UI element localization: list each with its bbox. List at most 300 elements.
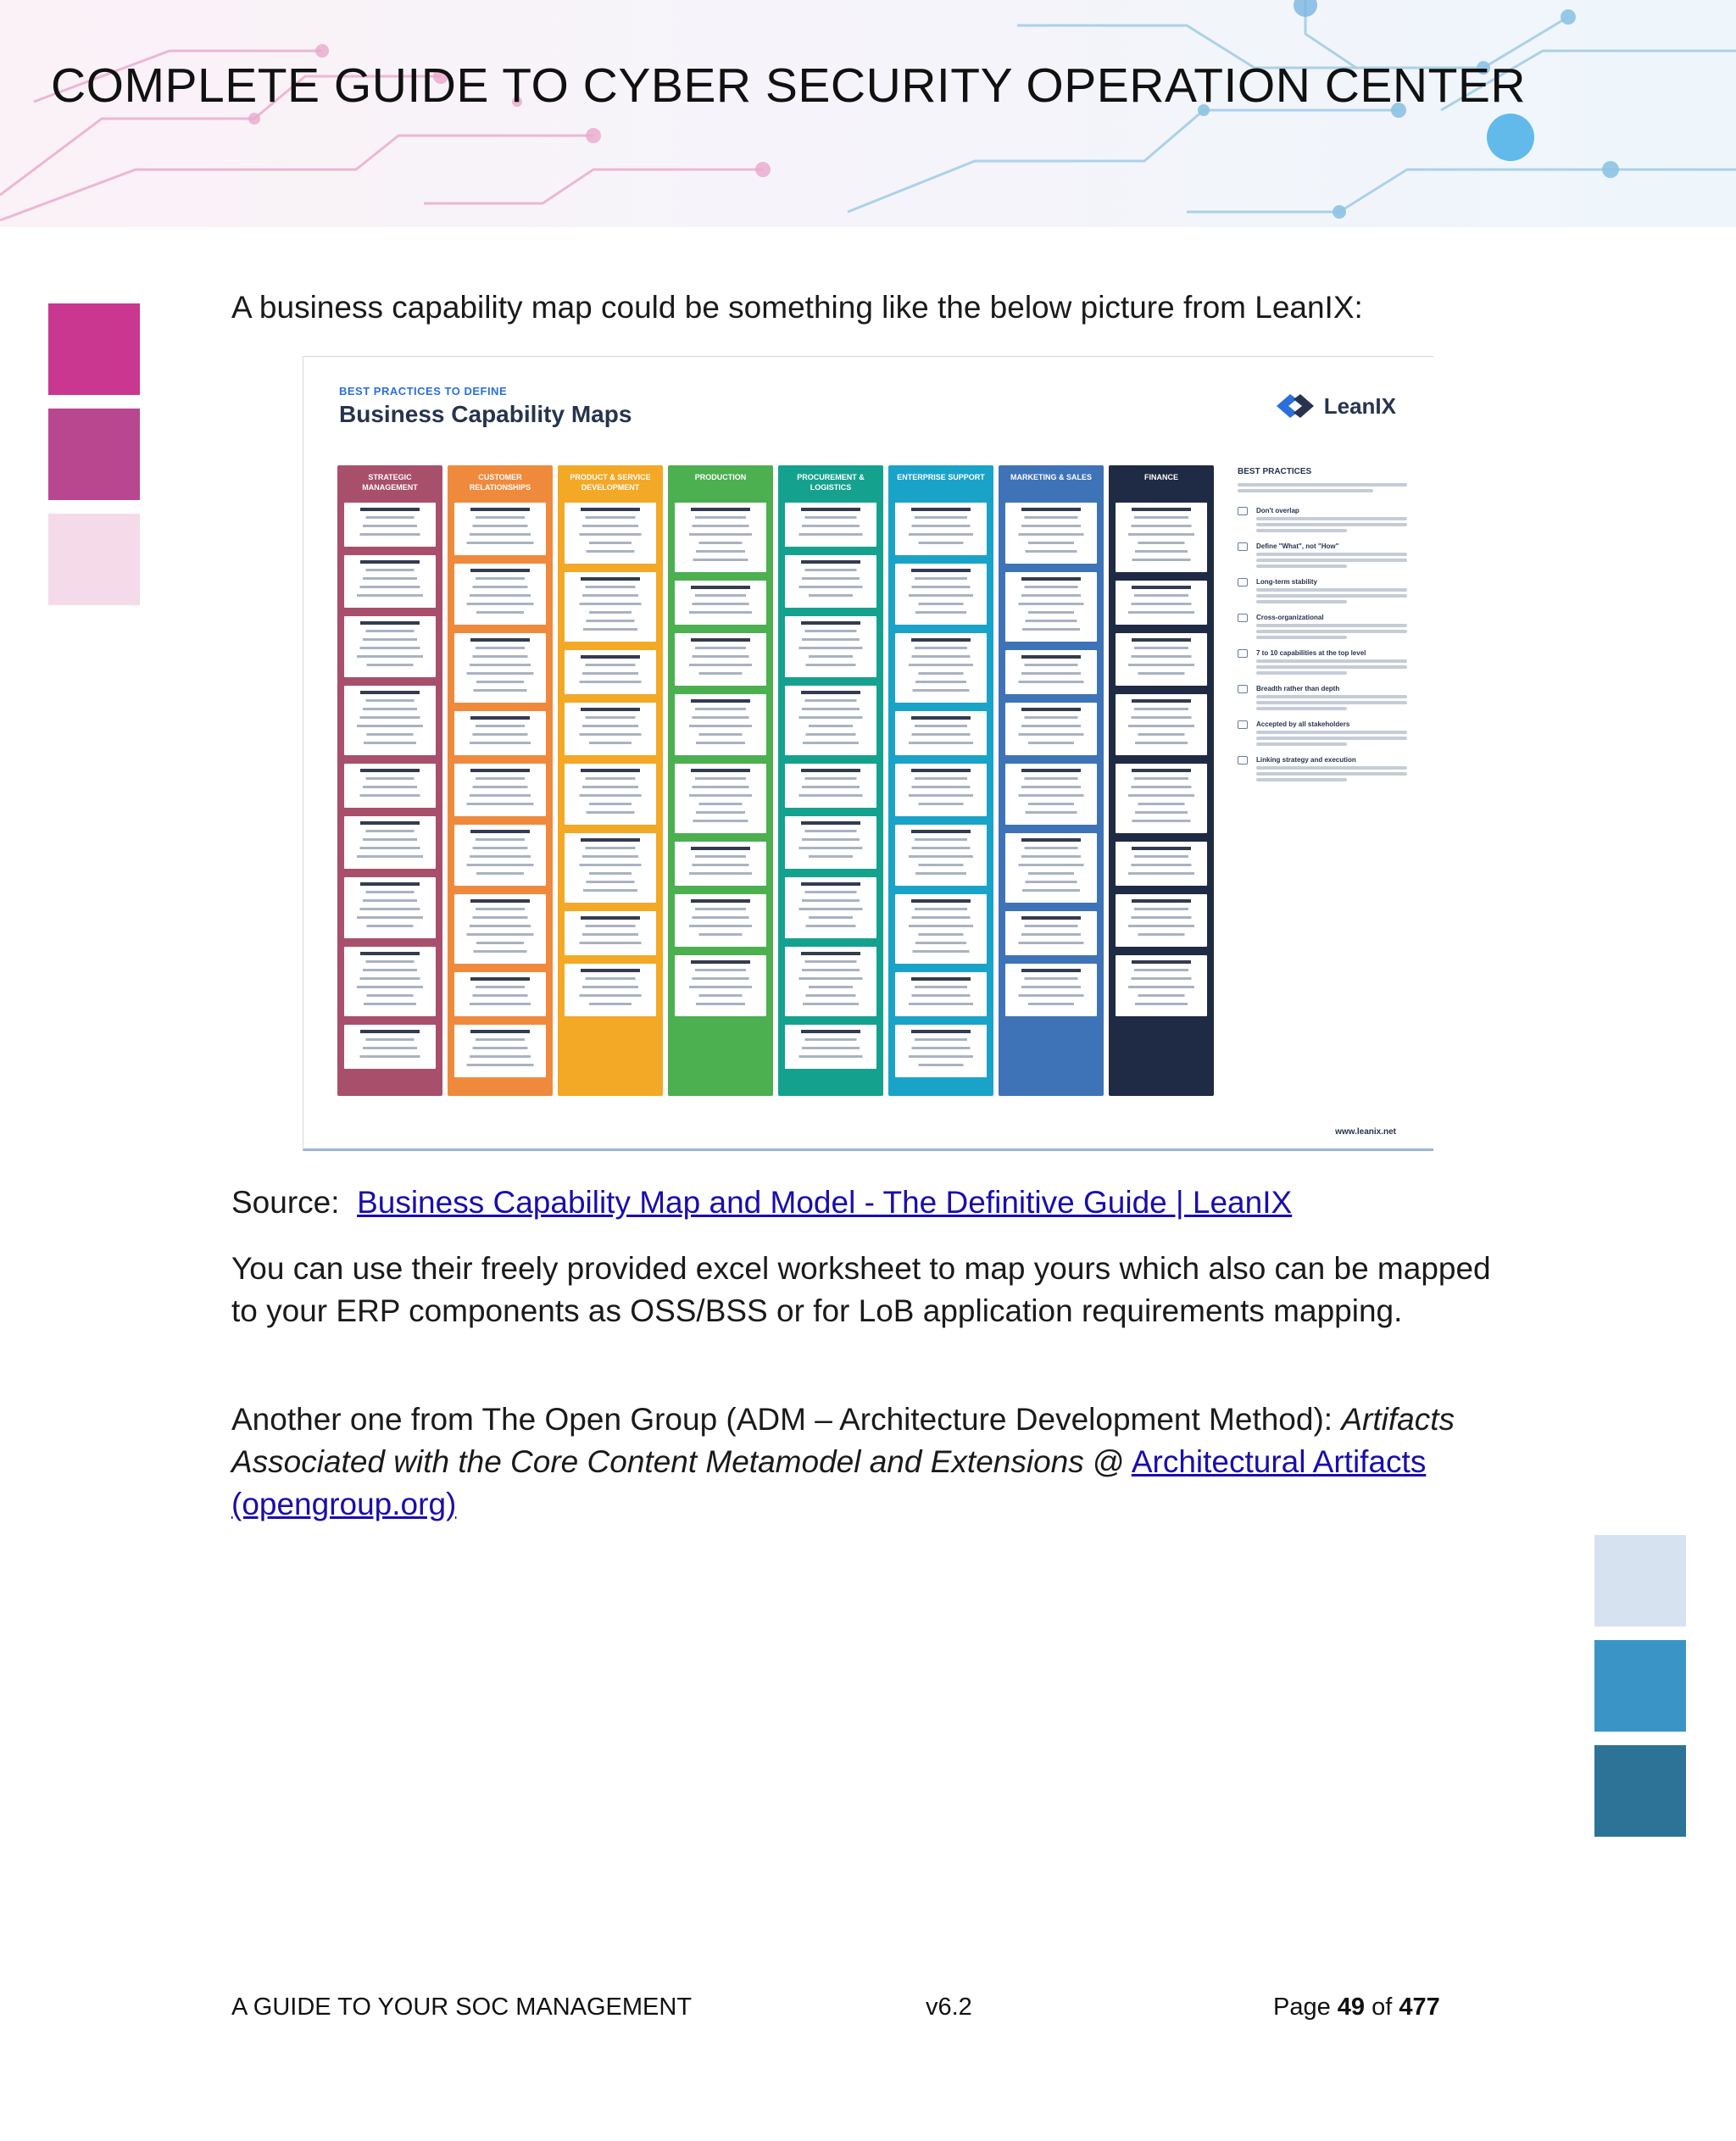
figure-subtitle: BEST PRACTICES TO DEFINE bbox=[339, 385, 508, 398]
capability-line bbox=[470, 794, 531, 797]
capability-line bbox=[1019, 733, 1084, 736]
capability-line bbox=[911, 1030, 971, 1033]
capability-line bbox=[809, 855, 853, 858]
capability-line bbox=[583, 889, 637, 892]
best-practice-item: Linking strategy and execution bbox=[1238, 756, 1407, 781]
capability-line bbox=[357, 725, 423, 727]
capability-line bbox=[476, 725, 525, 727]
capability-line bbox=[580, 994, 642, 997]
capability-line bbox=[805, 1038, 857, 1041]
capability-line bbox=[470, 638, 530, 642]
capability-line bbox=[693, 977, 749, 980]
capability-line bbox=[919, 803, 964, 805]
capability-line bbox=[695, 516, 746, 519]
capability-line bbox=[582, 672, 638, 675]
page-label: Page bbox=[1273, 1994, 1331, 2021]
capability-line bbox=[1132, 820, 1191, 822]
column-title: PRODUCTION bbox=[694, 473, 747, 481]
capability-column-production bbox=[668, 465, 773, 1096]
capability-line bbox=[915, 942, 966, 944]
capability-line bbox=[367, 994, 414, 997]
capability-group bbox=[785, 947, 876, 1016]
capability-column-finance bbox=[1109, 465, 1214, 1096]
capability-line bbox=[360, 647, 420, 649]
capability-line bbox=[476, 681, 524, 683]
capability-line bbox=[699, 672, 743, 675]
paragraph-excel-worksheet: You can use their freely provided excel worksheet to map yours which also can be mapped to your ERP components as OSS/BSS or for LoB application requirements mapping. bbox=[231, 1251, 1491, 1328]
capability-line bbox=[695, 908, 746, 910]
best-practice-item: Cross-organizational bbox=[1238, 614, 1407, 639]
capability-line bbox=[809, 655, 853, 658]
capability-line bbox=[473, 847, 528, 849]
capability-line bbox=[805, 699, 857, 702]
footer-left: A GUIDE TO YOUR SOC MANAGEMENT bbox=[231, 1994, 693, 2021]
capability-line bbox=[802, 525, 860, 527]
capability-line bbox=[363, 638, 417, 641]
capability-line bbox=[1025, 925, 1078, 927]
capability-line bbox=[476, 647, 525, 649]
capability-line bbox=[366, 699, 415, 702]
capability-group bbox=[785, 686, 876, 755]
capability-line bbox=[1021, 708, 1081, 711]
capability-line bbox=[691, 508, 750, 511]
capability-line bbox=[1028, 803, 1074, 805]
capability-line bbox=[1021, 969, 1081, 972]
capability-column-procurement bbox=[778, 465, 883, 1096]
capability-column-product bbox=[558, 465, 663, 1096]
capability-line bbox=[695, 594, 746, 597]
capability-line bbox=[1022, 628, 1080, 631]
capability-line bbox=[360, 533, 420, 536]
capability-line bbox=[909, 533, 973, 536]
capability-line bbox=[1019, 994, 1084, 997]
capability-line bbox=[363, 708, 417, 710]
capability-line bbox=[470, 977, 530, 981]
capability-line bbox=[581, 838, 640, 842]
capability-line bbox=[363, 786, 417, 788]
capability-line bbox=[911, 716, 971, 720]
capability-line bbox=[693, 786, 749, 788]
capability-group bbox=[454, 894, 546, 964]
capability-line bbox=[1025, 664, 1078, 666]
capability-line bbox=[476, 777, 525, 780]
capability-line bbox=[799, 847, 863, 849]
capability-line bbox=[1132, 559, 1191, 561]
capability-line bbox=[1021, 577, 1081, 581]
capability-line bbox=[696, 742, 745, 744]
capability-line bbox=[581, 577, 640, 581]
capability-line bbox=[367, 664, 414, 666]
capability-line bbox=[1132, 786, 1192, 788]
capability-line bbox=[360, 794, 420, 797]
capability-line bbox=[360, 882, 420, 886]
capability-line bbox=[1135, 550, 1188, 553]
capability-line bbox=[805, 777, 857, 780]
capability-line bbox=[582, 786, 638, 788]
capability-line bbox=[583, 628, 637, 631]
capability-line bbox=[363, 838, 417, 841]
capability-line bbox=[1019, 794, 1084, 797]
capability-line bbox=[467, 803, 534, 805]
capability-line bbox=[915, 516, 967, 519]
capability-line bbox=[919, 933, 964, 936]
para3-italic: Artifacts Associated with the Core Content Metamodel and Extensions bbox=[231, 1402, 1455, 1479]
capability-line bbox=[1132, 847, 1191, 850]
capability-line bbox=[360, 821, 420, 825]
capability-line bbox=[801, 952, 860, 955]
best-practice-item: Don't overlap bbox=[1238, 507, 1407, 532]
capability-column-marketing bbox=[999, 465, 1104, 1096]
column-title: PRODUCT & SERVICE DEVELOPMENT bbox=[570, 473, 651, 492]
capability-line bbox=[581, 655, 640, 659]
capability-group bbox=[675, 503, 766, 572]
capability-line bbox=[919, 864, 964, 866]
capability-line bbox=[915, 1038, 967, 1041]
capability-line bbox=[912, 994, 971, 997]
column-title: PROCUREMENT & LOGISTICS bbox=[797, 473, 865, 492]
capability-cells bbox=[668, 499, 773, 1093]
capability-line bbox=[805, 960, 857, 963]
capability-line bbox=[473, 1047, 528, 1049]
capability-line bbox=[1025, 586, 1078, 588]
capability-line bbox=[470, 830, 530, 833]
capability-group bbox=[895, 894, 987, 964]
capability-line bbox=[467, 603, 534, 605]
capability-line bbox=[1135, 742, 1188, 744]
capability-line bbox=[803, 1003, 859, 1005]
capability-line bbox=[1021, 508, 1081, 511]
capability-line bbox=[470, 899, 530, 903]
capability-column-enterprise bbox=[888, 465, 993, 1096]
page-current: 49 bbox=[1337, 1994, 1366, 2021]
capability-line bbox=[1025, 516, 1078, 519]
capability-line bbox=[366, 1038, 415, 1041]
capability-line bbox=[915, 986, 967, 988]
capability-line bbox=[915, 611, 966, 614]
paragraph-open-group bbox=[231, 1399, 1511, 1526]
capability-line bbox=[1134, 594, 1188, 597]
page-of: of bbox=[1372, 1994, 1393, 2021]
capability-column-customer bbox=[448, 465, 553, 1096]
capability-line bbox=[802, 969, 860, 971]
capability-line bbox=[580, 942, 642, 944]
capability-line bbox=[1128, 611, 1194, 614]
capability-line bbox=[1021, 672, 1081, 675]
capability-line bbox=[476, 611, 524, 614]
column-title: MARKETING & SALES bbox=[1010, 473, 1092, 481]
capability-line bbox=[582, 594, 638, 597]
capability-line bbox=[913, 950, 970, 953]
capability-line bbox=[1028, 1003, 1074, 1005]
capability-line bbox=[363, 577, 417, 580]
capability-line bbox=[1128, 533, 1194, 536]
capability-line bbox=[912, 786, 971, 788]
capability-line bbox=[802, 708, 860, 710]
capability-line bbox=[1134, 855, 1188, 858]
capability-line bbox=[911, 830, 971, 833]
capability-line bbox=[1132, 960, 1191, 964]
capability-line bbox=[586, 777, 636, 780]
capability-line bbox=[912, 847, 971, 849]
capability-line bbox=[473, 525, 528, 527]
best-practices-panel bbox=[1238, 467, 1407, 792]
capability-line bbox=[699, 803, 743, 805]
capability-line bbox=[689, 925, 752, 927]
capability-line bbox=[809, 725, 853, 727]
capability-line bbox=[912, 586, 971, 588]
capability-line bbox=[366, 830, 415, 832]
source-label: Source: bbox=[231, 1185, 340, 1220]
capability-line bbox=[806, 664, 856, 666]
capability-line bbox=[1026, 550, 1077, 553]
capability-line bbox=[1025, 977, 1078, 980]
source-link[interactable]: Business Capability Map and Model - The Definitive Guide | LeanIX bbox=[357, 1185, 1293, 1220]
capability-line bbox=[1028, 742, 1074, 744]
capability-line bbox=[360, 847, 420, 849]
capability-cells bbox=[448, 499, 553, 1093]
capability-line bbox=[691, 960, 750, 964]
capability-line bbox=[696, 1003, 745, 1005]
leanix-logo-icon bbox=[1275, 392, 1316, 420]
capability-line bbox=[1021, 855, 1081, 858]
capability-line bbox=[476, 516, 525, 519]
capability-line bbox=[360, 621, 420, 625]
capability-line bbox=[470, 533, 531, 536]
capability-line bbox=[363, 899, 417, 902]
capability-line bbox=[695, 777, 746, 780]
capability-line bbox=[470, 1003, 531, 1005]
capability-line bbox=[1138, 542, 1185, 544]
capability-line bbox=[1128, 794, 1194, 797]
capability-line bbox=[805, 630, 857, 632]
capability-line bbox=[912, 655, 971, 658]
capability-line bbox=[581, 916, 640, 920]
best-practice-item: 7 to 10 capabilities at the top level bbox=[1238, 649, 1407, 675]
capability-line bbox=[581, 769, 640, 772]
capability-line bbox=[699, 542, 743, 544]
capability-line bbox=[587, 811, 635, 814]
capability-line bbox=[689, 986, 752, 988]
capability-line bbox=[470, 716, 530, 720]
capability-cells bbox=[337, 499, 442, 1093]
capability-line bbox=[581, 969, 640, 972]
square-icon bbox=[1238, 649, 1248, 658]
capability-line bbox=[1132, 716, 1192, 719]
capability-line bbox=[589, 611, 632, 614]
capability-line bbox=[476, 872, 524, 875]
capability-line bbox=[799, 908, 863, 910]
capability-line bbox=[915, 908, 967, 910]
capability-line bbox=[473, 586, 528, 588]
best-practice-item: Long-term stability bbox=[1238, 578, 1407, 603]
capability-line bbox=[581, 708, 640, 711]
capability-line bbox=[1021, 986, 1081, 988]
capability-line bbox=[1134, 777, 1188, 780]
capability-line bbox=[799, 1055, 863, 1058]
capability-line bbox=[911, 638, 971, 642]
capability-line bbox=[695, 855, 746, 858]
capability-line bbox=[1128, 986, 1194, 988]
capability-line bbox=[587, 550, 635, 553]
capability-line bbox=[366, 630, 415, 632]
capability-line bbox=[467, 864, 534, 866]
capability-line bbox=[476, 986, 525, 988]
capability-line bbox=[689, 533, 752, 536]
capability-line bbox=[367, 925, 414, 927]
capability-line bbox=[473, 786, 528, 788]
capability-line bbox=[366, 516, 415, 519]
capability-line bbox=[1132, 586, 1191, 589]
capability-line bbox=[467, 1064, 534, 1066]
capability-line bbox=[580, 681, 642, 683]
page-total: 477 bbox=[1399, 1994, 1440, 2021]
capability-line bbox=[909, 1055, 973, 1058]
square-icon bbox=[1238, 542, 1248, 551]
capability-line bbox=[919, 603, 964, 605]
capability-line bbox=[799, 977, 863, 980]
capability-line bbox=[806, 733, 856, 736]
capability-line bbox=[582, 933, 638, 936]
capability-line bbox=[473, 733, 528, 736]
column-title: ENTERPRISE SUPPORT bbox=[897, 473, 985, 481]
capability-line bbox=[581, 508, 640, 511]
capability-line bbox=[589, 803, 632, 805]
capability-line bbox=[696, 811, 745, 814]
capability-line bbox=[1135, 811, 1188, 814]
capability-line bbox=[909, 742, 973, 744]
capability-group bbox=[344, 686, 436, 755]
circuit-pattern bbox=[0, 0, 1736, 227]
capability-line bbox=[911, 977, 971, 981]
capability-line bbox=[367, 733, 414, 736]
capability-line bbox=[801, 560, 860, 564]
capability-line bbox=[1134, 969, 1188, 971]
capability-line bbox=[363, 969, 417, 971]
capability-line bbox=[695, 969, 746, 971]
capability-line bbox=[801, 769, 860, 772]
capability-map-figure bbox=[303, 356, 1433, 1151]
capability-line bbox=[1028, 872, 1074, 875]
capability-line bbox=[919, 1064, 964, 1066]
capability-line bbox=[911, 769, 971, 772]
capability-line bbox=[799, 533, 863, 536]
capability-line bbox=[476, 577, 525, 580]
brand-logo bbox=[1275, 392, 1396, 420]
capability-line bbox=[915, 647, 967, 649]
swatch-left-2 bbox=[48, 409, 140, 500]
capability-line bbox=[1021, 838, 1081, 842]
footer-version: v6.2 bbox=[926, 1994, 972, 2021]
capability-line bbox=[582, 855, 638, 858]
capability-line bbox=[580, 864, 642, 866]
capability-line bbox=[467, 542, 534, 544]
capability-line bbox=[802, 786, 860, 788]
capability-line bbox=[699, 733, 743, 736]
best-practice-item: Define "What", not "How" bbox=[1238, 542, 1407, 568]
swatch-right-3 bbox=[1594, 1745, 1686, 1837]
capability-line bbox=[1019, 864, 1084, 866]
capability-line bbox=[805, 830, 857, 832]
capability-line bbox=[470, 769, 530, 772]
capability-line bbox=[357, 916, 423, 919]
capability-line bbox=[799, 586, 863, 588]
capability-line bbox=[366, 960, 415, 963]
capability-line bbox=[799, 716, 863, 719]
capability-line bbox=[693, 525, 749, 527]
capability-line bbox=[473, 916, 528, 919]
capability-line bbox=[476, 908, 525, 910]
capability-line bbox=[1025, 777, 1078, 780]
capability-line bbox=[806, 925, 856, 927]
capability-line bbox=[699, 994, 743, 997]
capability-line bbox=[473, 994, 528, 997]
capability-line bbox=[912, 916, 971, 919]
capability-line bbox=[357, 855, 423, 858]
capability-line bbox=[805, 569, 857, 571]
capability-line bbox=[360, 586, 420, 588]
capability-line bbox=[364, 1003, 416, 1005]
capability-line bbox=[470, 508, 530, 511]
capability-line bbox=[1021, 916, 1081, 920]
capability-line bbox=[1019, 942, 1084, 944]
capability-line bbox=[582, 525, 638, 527]
capability-line bbox=[1026, 620, 1077, 622]
capability-line bbox=[801, 1030, 860, 1033]
capability-line bbox=[915, 577, 967, 580]
capability-line bbox=[919, 672, 964, 675]
capability-line bbox=[689, 872, 752, 875]
capability-line bbox=[915, 681, 966, 683]
capability-line bbox=[586, 977, 636, 980]
capability-group bbox=[1116, 764, 1207, 833]
capability-line bbox=[1132, 655, 1192, 658]
capability-line bbox=[360, 508, 420, 511]
header-band bbox=[0, 0, 1736, 227]
capability-line bbox=[912, 733, 971, 736]
column-title: CUSTOMER RELATIONSHIPS bbox=[469, 473, 531, 492]
capability-line bbox=[1019, 533, 1084, 536]
capability-line bbox=[801, 621, 860, 625]
capability-line bbox=[586, 516, 636, 519]
capability-line bbox=[366, 569, 415, 571]
capability-line bbox=[360, 977, 420, 980]
capability-line bbox=[1134, 647, 1188, 649]
capability-line bbox=[476, 1038, 525, 1041]
capability-line bbox=[1138, 672, 1185, 675]
capability-line bbox=[809, 916, 853, 919]
capability-line bbox=[696, 550, 745, 553]
capability-line bbox=[689, 611, 752, 614]
capability-line bbox=[1021, 769, 1081, 772]
capability-line bbox=[1128, 725, 1194, 727]
capability-line bbox=[909, 1003, 973, 1005]
architectural-artifacts-link[interactable]: Architectural Artifacts (opengroup.org) bbox=[231, 1444, 1427, 1521]
capability-group bbox=[1116, 503, 1207, 572]
figure-url: www.leanix.net bbox=[1335, 1127, 1396, 1137]
swatch-left-3 bbox=[48, 514, 140, 605]
capability-line bbox=[580, 733, 642, 736]
capability-line bbox=[911, 508, 971, 511]
capability-cells bbox=[558, 499, 663, 1093]
capability-line bbox=[1132, 864, 1192, 866]
capability-line bbox=[909, 925, 973, 927]
capability-line bbox=[1132, 603, 1192, 605]
capability-line bbox=[1128, 664, 1194, 666]
capability-line bbox=[1026, 881, 1077, 883]
square-icon bbox=[1238, 720, 1248, 729]
capability-line bbox=[470, 925, 531, 927]
square-icon bbox=[1238, 578, 1248, 587]
